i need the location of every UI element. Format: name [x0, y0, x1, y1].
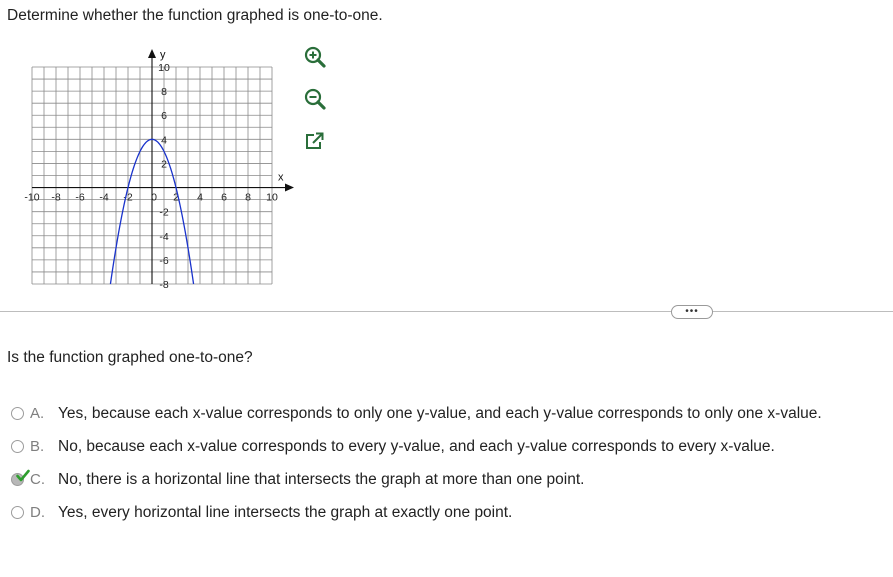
external-link-icon	[304, 130, 326, 152]
y-tick-label: -8	[159, 279, 169, 290]
option-a[interactable]	[11, 397, 822, 430]
option-text: Yes, every horizontal line intersects the graph at exactly one point.	[58, 503, 513, 521]
y-tick-label: 8	[161, 86, 167, 99]
x-tick-label: 4	[197, 191, 203, 204]
x-tick-label: -2	[123, 191, 133, 204]
question-text: Determine whether the function graphed is one-to-one.	[7, 7, 383, 24]
option-letter: D.	[30, 504, 45, 521]
function-graph	[0, 40, 300, 290]
zoom-in-icon	[303, 45, 327, 69]
popout-button[interactable]	[302, 128, 328, 154]
y-tick-label: -4	[159, 230, 169, 243]
x-tick-label: 0	[151, 191, 157, 204]
x-tick-label: -4	[99, 191, 109, 204]
x-tick-label: 10	[266, 191, 278, 204]
answer-options	[11, 397, 822, 529]
option-text: Yes, because each x-value corresponds to only one y-value, and each y-value corresponds to only one x-value.	[58, 404, 822, 422]
option-text: No, because each x-value corresponds to every y-value, and each y-value corresponds to every x-value.	[58, 437, 775, 455]
option-letter: C.	[30, 471, 45, 488]
more-button[interactable]: •••	[671, 305, 713, 319]
y-tick-label: -2	[159, 206, 169, 219]
x-tick-labels	[24, 192, 278, 204]
radio-d[interactable]	[11, 506, 24, 519]
y-tick-label: 10	[158, 62, 170, 74]
y-tick-label: 2	[161, 158, 167, 171]
y-tick-label: 6	[161, 110, 167, 123]
x-tick-label: 8	[245, 191, 251, 204]
checkmark-icon	[16, 469, 30, 483]
option-d[interactable]	[11, 496, 822, 529]
option-c[interactable]	[11, 463, 822, 496]
option-letter: A.	[30, 405, 45, 422]
x-tick-label: -8	[51, 191, 61, 204]
x-axis-label: x	[278, 171, 284, 184]
section-divider	[0, 311, 893, 312]
prompt-text: Is the function graphed one-to-one?	[7, 349, 253, 366]
x-tick-label: 2	[173, 191, 179, 204]
option-text: No, there is a horizontal line that intersects the graph at more than one point.	[58, 470, 585, 488]
y-axis-label: y	[160, 49, 166, 61]
x-tick-label: 6	[221, 191, 227, 204]
y-tick-label: 4	[161, 134, 167, 147]
zoom-in-button[interactable]	[302, 44, 328, 70]
option-letter: B.	[30, 438, 45, 455]
zoom-out-icon	[303, 87, 327, 111]
y-tick-label: -6	[159, 254, 169, 267]
radio-a[interactable]	[11, 407, 24, 420]
zoom-out-button[interactable]	[302, 86, 328, 112]
radio-b[interactable]	[11, 440, 24, 453]
option-b[interactable]	[11, 430, 822, 463]
x-tick-label: -6	[75, 191, 85, 204]
x-tick-label: -10	[24, 191, 40, 204]
